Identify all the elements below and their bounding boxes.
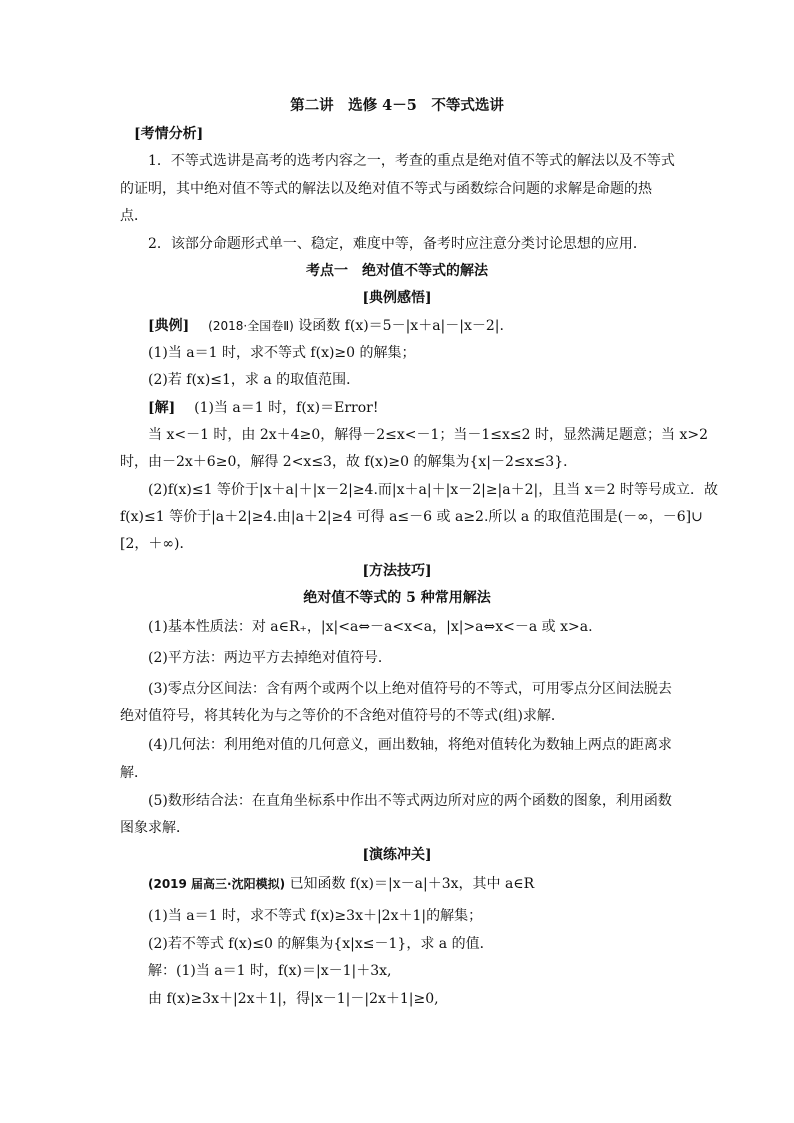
practice-q1: (1)当 a＝1 时，求不等式 f(x)≥3x＋|2x＋1|的解集； [148, 908, 483, 924]
example-label: [典例] [148, 318, 190, 334]
method-5-line2: 图象求解． [120, 820, 190, 836]
solution-label: [解] [148, 400, 176, 416]
method-4-line1: (4)几何法：利用绝对值的几何意义，画出数轴，将绝对值转化为数轴上两点的距离求 [148, 737, 672, 753]
example-source: (2018·全国卷Ⅱ) [208, 319, 294, 333]
practice-stem-line [148, 874, 708, 894]
method-4-line2: 解． [120, 765, 148, 781]
solution-part1-line3: 时，由－2x＋6≥0，解得 2<x≤3，故 f(x)≥0 的解集为{x|－2≤x≤3}． [120, 454, 578, 470]
practice-solution-line1: 解：(1)当 a＝1 时，f(x)＝|x－1|＋3x, [148, 963, 392, 979]
solution-part2-line1: (2)f(x)≤1 等价于|x＋a|＋|x－2|≥4.而|x＋a|＋|x－2|≥|a＋2|，且当 x＝2 时等号成立．故 [148, 482, 718, 498]
analysis-p1-line1: 1．不等式选讲是高考的选考内容之一，考查的重点是绝对值不等式的解法以及不等式 [148, 153, 675, 169]
method-3-line1: (3)零点分区间法：含有两个或两个以上绝对值符号的不等式，可用零点分区间法脱去 [148, 681, 672, 697]
method-2: (2)平方法：两边平方去掉绝对值符号． [148, 650, 392, 666]
practice-solution-line2: 由 f(x)≥3x＋|2x＋1|，得|x－1|－|2x＋1|≥0, [148, 991, 439, 1007]
section1-title: 考点一 绝对值不等式的解法 [306, 263, 488, 279]
analysis-p1-line2: 的证明，其中绝对值不等式的解法以及绝对值不等式与函数综合问题的求解是命题的热 [120, 181, 652, 197]
analysis-p1-line3: 点． [120, 208, 148, 224]
solution-part2-line3: [2，＋∞)． [120, 536, 194, 552]
page-title: 第二讲 选修 4－5 不等式选讲 [290, 97, 504, 114]
practice-header: [演练冲关] [362, 847, 432, 863]
practice-source: (2019 届高三·沈阳模拟) [148, 877, 286, 891]
solution-part2-line2: f(x)≤1 等价于|a＋2|≥4.由|a＋2|≥4 可得 a≤－6 或 a≥2.所以 a 的取值范围是(－∞，－6]∪ [120, 509, 703, 525]
method-5-line1: (5)数形结合法：在直角坐标系中作出不等式两边所对应的两个函数的图象，利用函数 [148, 793, 672, 809]
section1-subheader: [典例感悟] [362, 290, 432, 306]
analysis-p2: 2．该部分命题形式单一、稳定，难度中等，备考时应注意分类讨论思想的应用． [148, 236, 647, 252]
method-3-line2: 绝对值符号，将其转化为与之等价的不含绝对值符号的不等式(组)求解． [120, 708, 565, 724]
example-q2: (2)若 f(x)≤1，求 a 的取值范围． [148, 372, 361, 388]
solution-part1: (1)当 a＝1 时，f(x)＝Error! [194, 400, 379, 416]
method-title: 绝对值不等式的 5 种常用解法 [303, 590, 491, 606]
method-1: (1)基本性质法：对 a∈R₊，|x|<a⇔－a<x<a，|x|>a⇔x<－a 或 x>a. [148, 619, 593, 635]
practice-stem: 已知函数 f(x)＝|x－a|＋3x，其中 a∈R [289, 876, 535, 892]
practice-q2: (2)若不等式 f(x)≤0 的解集为{x|x≤－1}，求 a 的值． [148, 936, 494, 952]
example-q1: (1)当 a＝1 时，求不等式 f(x)≥0 的解集； [148, 345, 416, 361]
solution-line1 [148, 398, 708, 418]
solution-part1-line2: 当 x<－1 时，由 2x＋4≥0，解得－2≤x<－1；当－1≤x≤2 时，显然满足题意；当 x>2 [148, 427, 709, 443]
example-stem: 设函数 f(x)＝5－|x＋a|－|x－2|. [298, 318, 504, 334]
analysis-header: [考情分析] [134, 126, 204, 142]
method-header: [方法技巧] [362, 563, 432, 579]
example-stem-line [148, 316, 708, 336]
